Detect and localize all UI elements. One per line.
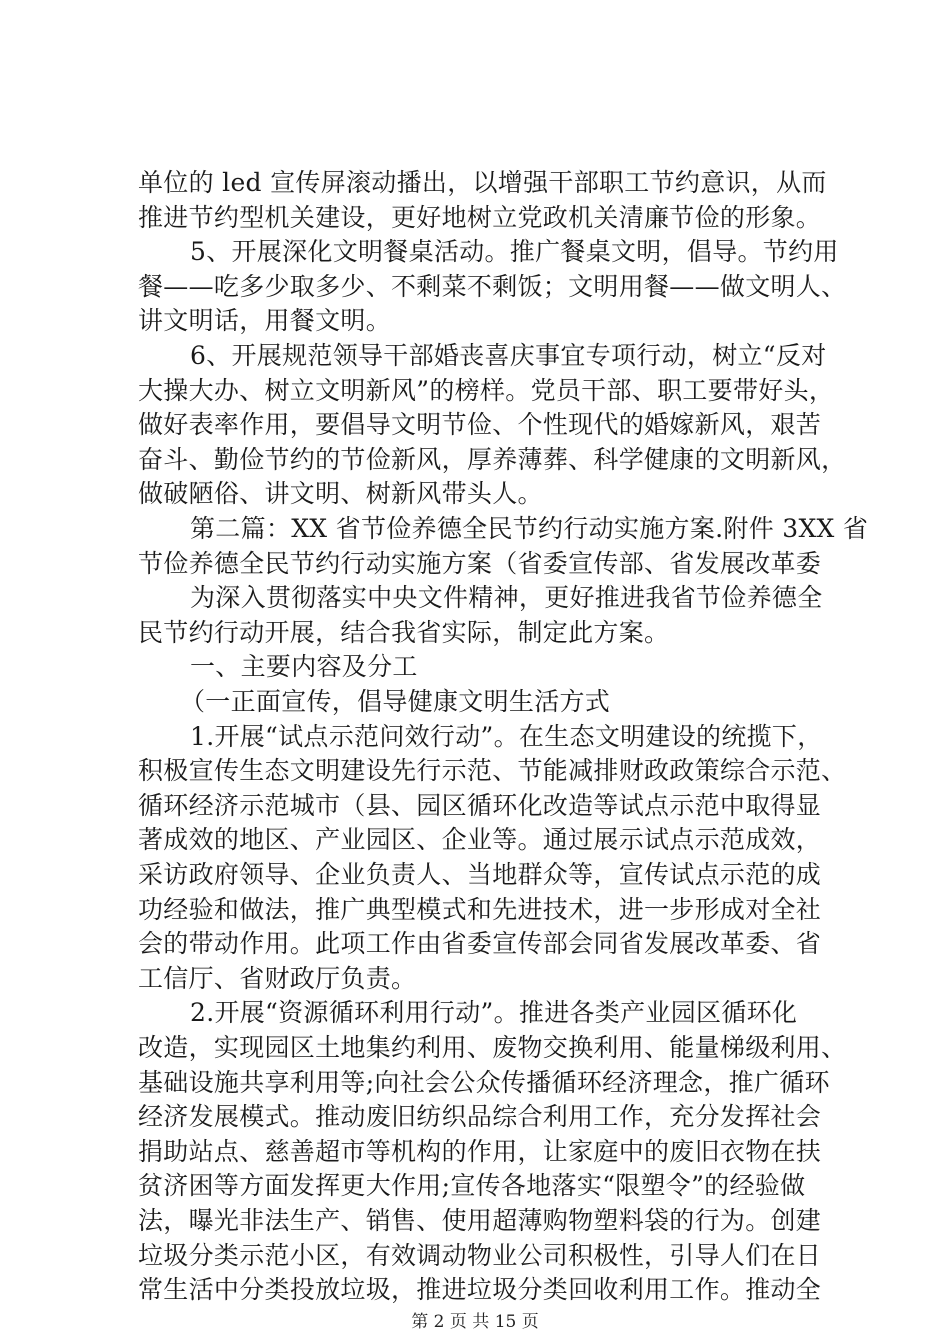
text-line: 捐助站点、慈善超市等机构的作用，让家庭中的废旧衣物在扶 (138, 1137, 822, 1166)
text-line: 大操大办、树立文明新风”的榜样。党员干部、职工要带好头， (138, 376, 835, 405)
text-line: 工信厅、省财政厅负责。 (138, 964, 417, 993)
text-line: 餐——吃多少取多少、不剩菜不剩饭；文明用餐——做文明人、 (138, 272, 847, 301)
text-line: 垃圾分类示范小区，有效调动物业公司积极性，引导人们在日 (138, 1241, 822, 1270)
text-line: 基础设施共享利用等;向社会公众传播循环经济理念，推广循环 (138, 1068, 830, 1097)
text-line: 民节约行动开展，结合我省实际，制定此方案。 (138, 618, 670, 647)
text-line: 6、开展规范领导干部婚丧喜庆事宜专项行动，树立“反对 (190, 341, 827, 370)
section-heading: 一、主要内容及分工 (190, 652, 418, 681)
text-line: 奋斗、勤俭节约的节俭新风，厚养薄葬、科学健康的文明新风， (138, 445, 847, 474)
text-line: 推进节约型机关建设，更好地树立党政机关清廉节俭的形象。 (138, 203, 822, 232)
text-line: 贫济困等方面发挥更大作用;宣传各地落实“限塑令”的经验做 (138, 1171, 806, 1200)
text-line: 改造，实现园区土地集约利用、废物交换利用、能量梯级利用、 (138, 1033, 847, 1062)
text-line: 为深入贯彻落实中央文件精神，更好推进我省节俭养德全 (190, 583, 823, 612)
text-line: 做破陋俗、讲文明、树新风带头人。 (138, 479, 543, 508)
text-line: 5、开展深化文明餐桌活动。推广餐桌文明，倡导。节约用 (190, 237, 839, 266)
text-line: 积极宣传生态文明建设先行示范、节能减排财政政策综合示范、 (138, 756, 847, 785)
subsection-heading: （一正面宣传，倡导健康文明生活方式 (180, 687, 611, 716)
text-line: 做好表率作用，要倡导文明节俭、个性现代的婚嫁新风，艰苦 (138, 410, 822, 439)
text-line: 讲文明话，用餐文明。 (138, 306, 392, 335)
text-line: 法，曝光非法生产、销售、使用超薄购物塑料袋的行为。创建 (138, 1206, 822, 1235)
text-line: 常生活中分类投放垃圾，推进垃圾分类回收利用工作。推动全 (138, 1275, 822, 1304)
page-number-footer: 第 2 页 共 15 页 (411, 1312, 539, 1332)
text-line: 功经验和做法，推广典型模式和先进技术，进一步形成对全社 (138, 895, 822, 924)
text-line: 著成效的地区、产业园区、企业等。通过展示试点示范成效， (138, 825, 822, 854)
text-line: 单位的 led 宣传屏滚动播出，以增强干部职工节约意识，从而 (138, 168, 827, 197)
text-line: 采访政府领导、企业负责人、当地群众等，宣传试点示范的成 (138, 860, 822, 889)
text-line: 会的带动作用。此项工作由省委宣传部会同省发展改革委、省 (138, 929, 822, 958)
text-line: 第二篇：XX 省节俭养德全民节约行动实施方案.附件 3XX 省 (190, 514, 869, 543)
text-line: 循环经济示范城市（县、园区循环化改造等试点示范中取得显 (138, 791, 822, 820)
text-line: 经济发展模式。推动废旧纺织品综合利用工作，充分发挥社会 (138, 1102, 822, 1131)
text-line: 2.开展“资源循环利用行动”。推进各类产业园区循环化 (190, 998, 798, 1027)
text-line: 1.开展“试点示范问效行动”。在生态文明建设的统揽下， (190, 722, 823, 751)
text-line: 节俭养德全民节约行动实施方案（省委宣传部、省发展改革委 (138, 549, 822, 578)
